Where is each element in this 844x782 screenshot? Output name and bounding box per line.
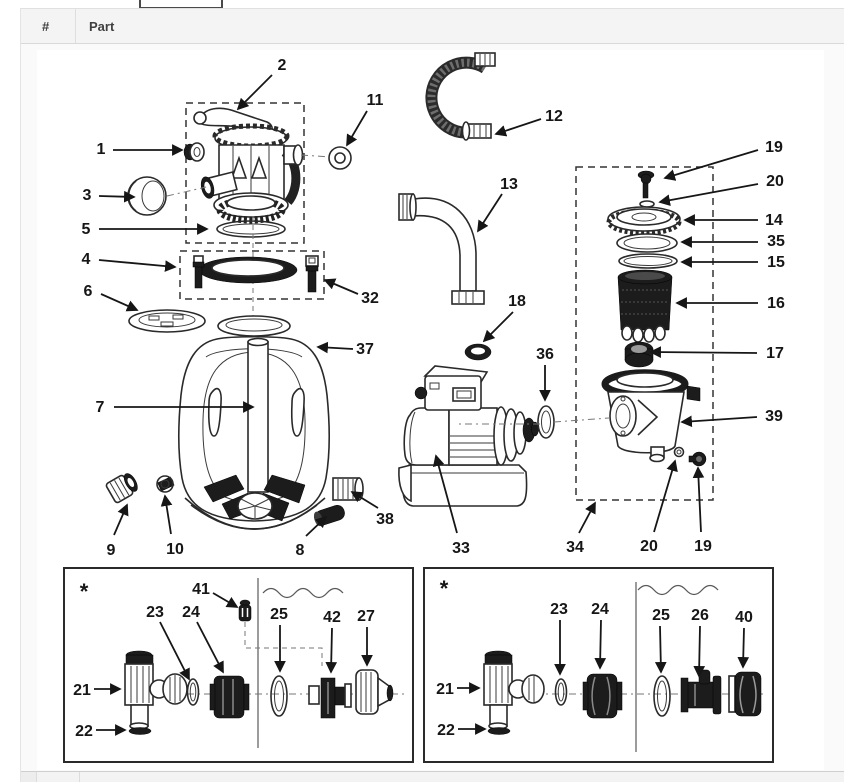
part-number-label-35: 35 (767, 233, 785, 250)
part-number-label-32: 32 (361, 290, 379, 307)
callout-arrow-10 (165, 496, 171, 534)
part-number-label-16: 16 (767, 295, 785, 312)
column-header-number: # (21, 9, 76, 43)
part-40-drawing (729, 672, 761, 716)
callout-arrow-37 (318, 347, 353, 349)
part-number-label-34: 34 (566, 539, 584, 556)
part-8-drawing (312, 503, 346, 527)
part-number-label-22: 22 (75, 723, 93, 740)
part-number-label-39: 39 (765, 408, 783, 425)
callout-arrow-40 (743, 628, 744, 667)
part-number-label-13: 13 (500, 176, 518, 193)
option-box-right (424, 568, 773, 762)
part-17-drawing (625, 342, 653, 367)
part-number-label-26: 26 (691, 607, 709, 624)
part-20-washer-drawing (675, 448, 684, 457)
part-22-left-drawing (129, 728, 151, 735)
cell-divider (36, 772, 37, 782)
callout-arrow-9 (114, 505, 127, 535)
callout-arrow-19 (665, 150, 758, 178)
part-number-label-19: 19 (694, 538, 712, 555)
part-number-label-23: 23 (550, 601, 568, 618)
multiport-valve-drawing (194, 108, 303, 220)
pump-housing-drawing (604, 370, 700, 462)
elbow-pipe-drawing (399, 194, 484, 304)
part-number-label-8: 8 (295, 542, 305, 559)
part-number-label-21: 21 (73, 682, 91, 699)
exploded-parts-diagram (37, 50, 824, 770)
callout-arrow-11 (347, 111, 367, 145)
part-number-label-15: 15 (767, 254, 785, 271)
callout-arrow-39 (682, 417, 757, 422)
callout-arrow-20 (654, 461, 675, 532)
part-number-label-36: 36 (536, 346, 554, 363)
part-9-drawing (105, 470, 140, 503)
part-22-right-drawing (488, 728, 510, 735)
tank-drawing (158, 316, 330, 529)
callout-arrow-34 (579, 503, 595, 533)
callout-arrow-20 (660, 184, 758, 202)
option-box-asterisk-2: * (439, 576, 449, 601)
callout-arrow-18 (484, 312, 513, 341)
part-number-label-41: 41 (192, 581, 210, 598)
part-number-label-14: 14 (765, 212, 783, 229)
part-11-drawing (301, 147, 351, 169)
option-box-asterisk-1: * (79, 579, 89, 604)
parts-table (20, 8, 844, 782)
part-18-drawing (465, 344, 491, 360)
part-number-label-21: 21 (436, 681, 454, 698)
callout-arrow-42 (331, 628, 332, 672)
callout-arrow-25 (660, 626, 661, 672)
part-19-screw-drawing (638, 171, 654, 198)
callout-arrow-26 (699, 626, 700, 676)
part-number-label-24: 24 (182, 604, 200, 621)
callout-arrow-6 (101, 294, 137, 310)
part-19-bolt-drawing (689, 452, 706, 466)
part-number-label-9: 9 (106, 542, 116, 559)
part-number-label-33: 33 (452, 540, 470, 557)
column-header-part: Part (89, 18, 115, 34)
part-number-label-20: 20 (640, 538, 658, 555)
part-number-label-19: 19 (765, 139, 783, 156)
callout-arrow-4 (99, 260, 175, 267)
part-41-drawing (239, 600, 251, 621)
callout-arrow-2 (238, 75, 272, 109)
part-15-drawing (619, 254, 677, 268)
part-number-label-1: 1 (96, 141, 106, 158)
option-box-left (64, 568, 413, 762)
part-3-drawing (128, 177, 206, 215)
part-number-label-22: 22 (437, 722, 455, 739)
part-number-label-12: 12 (545, 108, 563, 125)
callout-arrow-3 (99, 196, 134, 197)
part-6-drawing (129, 310, 205, 332)
next-table-row (21, 771, 844, 782)
hose-drawing (431, 53, 495, 140)
part-number-label-38: 38 (376, 511, 394, 528)
part-24-left-drawing (210, 676, 249, 718)
part-number-label-5: 5 (81, 221, 91, 238)
part-4-clamp-drawing (193, 256, 318, 292)
part-number-label-11: 11 (366, 92, 384, 109)
part-number-label-17: 17 (766, 345, 784, 362)
part-16-basket-drawing (618, 270, 672, 342)
part-number-label-2: 2 (277, 57, 287, 74)
part-number-label-23: 23 (146, 604, 164, 621)
part-number-label-3: 3 (82, 187, 92, 204)
part-14-lid-drawing (608, 207, 680, 233)
callout-arrow-12 (496, 119, 541, 134)
pump-drawing (399, 366, 539, 506)
part-number-label-20: 20 (766, 173, 784, 190)
cell-divider (79, 772, 80, 782)
part-number-label-25: 25 (652, 607, 670, 624)
part-20-drawing (640, 201, 654, 207)
callout-arrow-13 (478, 194, 502, 231)
part-number-label-37: 37 (356, 341, 374, 358)
callout-arrow-17 (651, 352, 757, 353)
part-1-drawing (184, 143, 204, 161)
part-number-label-24: 24 (591, 601, 609, 618)
parts-diagram-image (37, 50, 824, 770)
part-number-label-10: 10 (166, 541, 184, 558)
part-number-label-4: 4 (81, 251, 91, 268)
part-number-label-7: 7 (95, 399, 105, 416)
part-number-label-40: 40 (735, 609, 753, 626)
callout-arrow-24 (600, 620, 601, 668)
part-number-label-42: 42 (323, 609, 341, 626)
next-row-number-cell (21, 772, 36, 782)
part-number-label-18: 18 (508, 293, 526, 310)
callout-arrow-32 (325, 280, 358, 294)
part-24-right-drawing (583, 674, 622, 718)
table-header-row (21, 8, 844, 44)
diagram-row (21, 44, 844, 771)
part-number-label-25: 25 (270, 606, 288, 623)
part-35-drawing (617, 234, 677, 252)
part-number-label-27: 27 (357, 608, 375, 625)
part-number-label-6: 6 (83, 283, 93, 300)
